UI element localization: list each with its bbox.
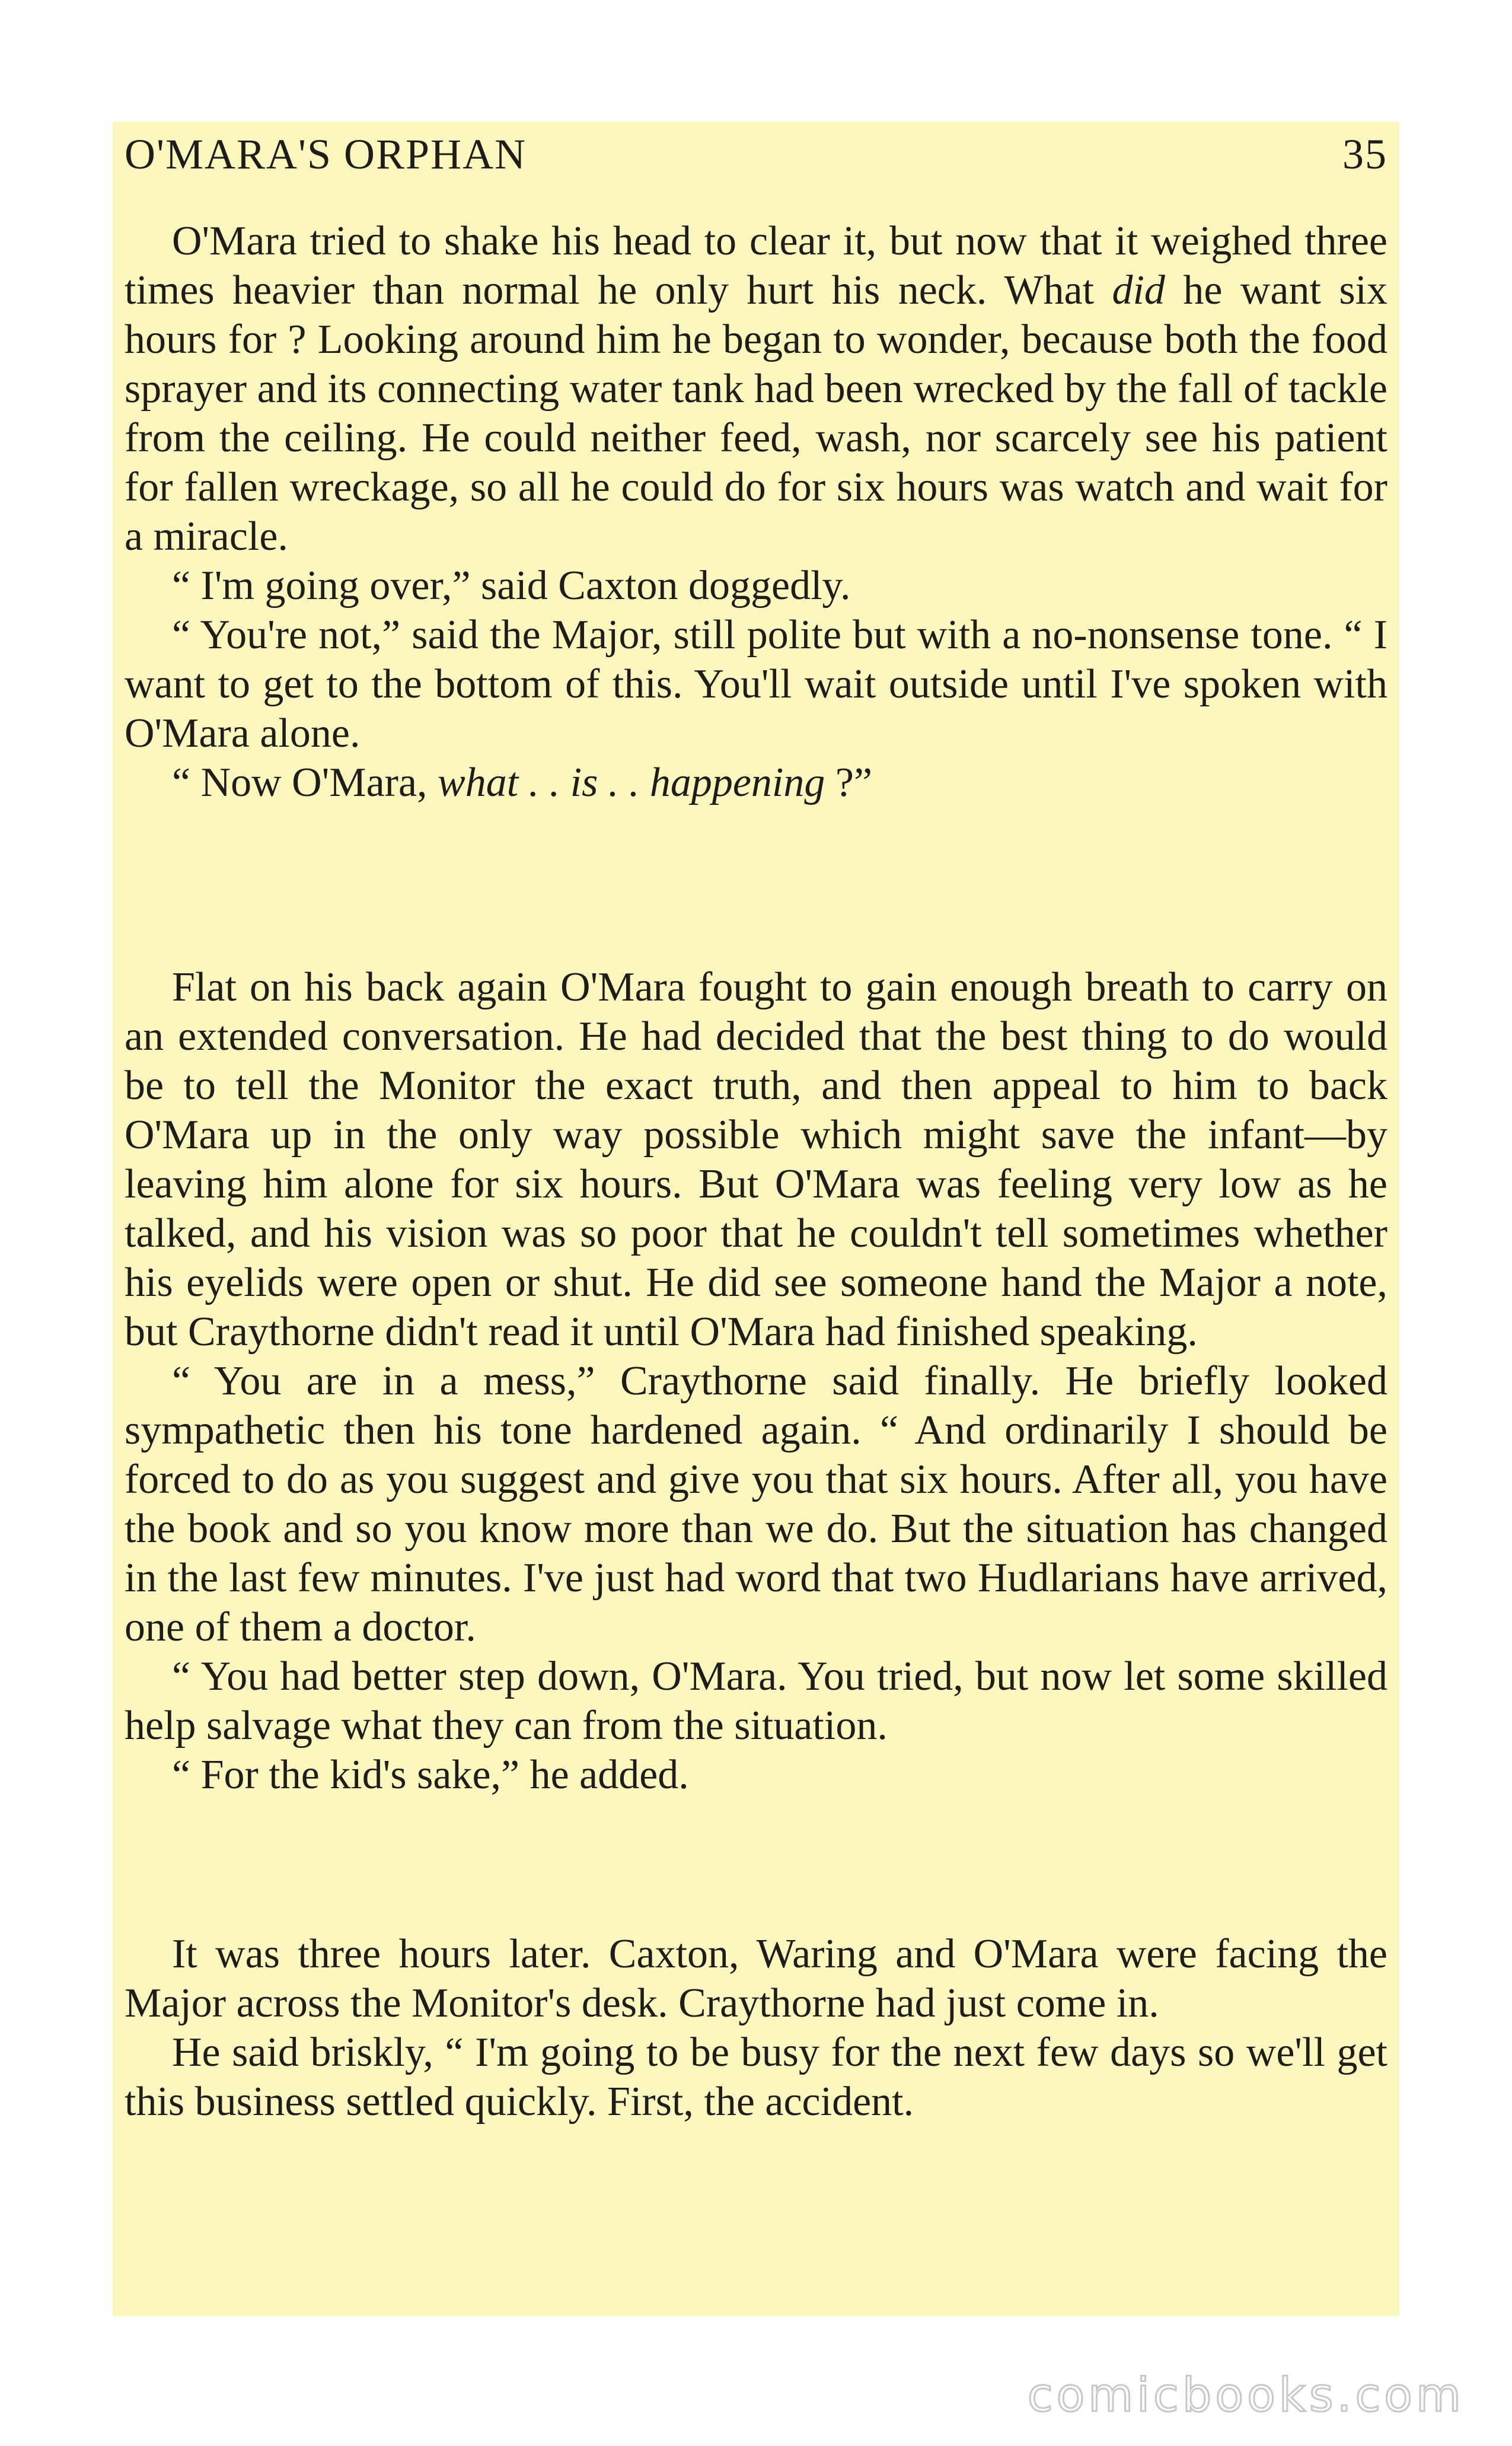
paragraph	[125, 1929, 1387, 2028]
text-run: “ You had better step down, O'Mara. You tried, but now let some skilled help salvage what they can from the situation.	[125, 1654, 1387, 1748]
paragraph	[125, 216, 1387, 561]
paragraph	[125, 2028, 1387, 2126]
running-title: O'MARA'S ORPHAN	[125, 130, 527, 178]
section-1	[125, 216, 1387, 807]
text-run: “ Now O'Mara,	[172, 760, 438, 805]
italic-text: what . . is . . happening	[438, 760, 825, 805]
text-run: ?”	[825, 760, 873, 805]
paragraph	[125, 758, 1387, 807]
text-run: Flat on his back again O'Mara fought to gain enough breath to carry on an extended conversation. He had decided that the best thing to do would be to tell the Monitor the exact truth, and then appeal to him to back O'Mara up in the only way possible which might save the infant—by leaving him alone for six hours. But O'Mara was feeling very low as he talked, and his vision was so poor that he couldn't tell sometimes whether his eyelids were open or shut. He did see someone hand the Major a note, but Craythorne didn't read it until O'Mara had finished speaking.	[125, 964, 1387, 1355]
section-3	[125, 1929, 1387, 2126]
paragraph	[125, 963, 1387, 1356]
text-run: It was three hours later. Caxton, Waring and O'Mara were facing the Major across the Monitor's desk. Craythorne had just come in.	[125, 1931, 1387, 2026]
paragraph	[125, 1750, 1387, 1800]
paragraph	[125, 610, 1387, 758]
text-run: O'Mara tried to shake his head to clear it, but now that it weighed three times heavier than normal he only hurt his neck. What	[125, 218, 1387, 313]
text-run: “ I'm going over,” said Caxton doggedly.	[172, 563, 851, 609]
book-page	[113, 122, 1399, 2316]
page-number: 35	[1342, 130, 1387, 178]
section-2	[125, 963, 1387, 1800]
text-run: “ For the kid's sake,” he added.	[172, 1752, 689, 1798]
text-run: He said briskly, “ I'm going to be busy for the next few days so we'll get this business settled quickly. First, the accident.	[125, 2030, 1387, 2125]
italic-text: did	[1112, 267, 1165, 313]
text-run: “ You're not,” said the Major, still polite but with a no-nonsense tone. “ I want to get to the bottom of this. You'll wait outside until I've spoken with O'Mara alone.	[125, 612, 1387, 756]
paragraph	[125, 561, 1387, 610]
paragraph	[125, 1652, 1387, 1750]
text-run: “ You are in a mess,” Craythorne said finally. He briefly looked sympathetic then his tone hardened again. “ And ordinarily I should be forced to do as you suggest and give you that six hours. After all, you have the book and so you know more than we do. But the situation has changed in the last few minutes. I've just had word that two Hudlarians have arrived, one of them a doctor.	[125, 1358, 1387, 1650]
paragraph	[125, 1356, 1387, 1652]
running-header	[125, 122, 1387, 187]
text-run: he want six hours for ? Looking around him he began to wonder, because both the food sprayer and its connecting water tank had been wrecked by the fall of tackle from the ceiling. He could neither feed, wash, nor scarcely see his patient for fallen wreckage, so all he could do for six hours was watch and wait for a miracle.	[125, 267, 1388, 559]
site-watermark: comicbooks.com	[1027, 2369, 1465, 2422]
